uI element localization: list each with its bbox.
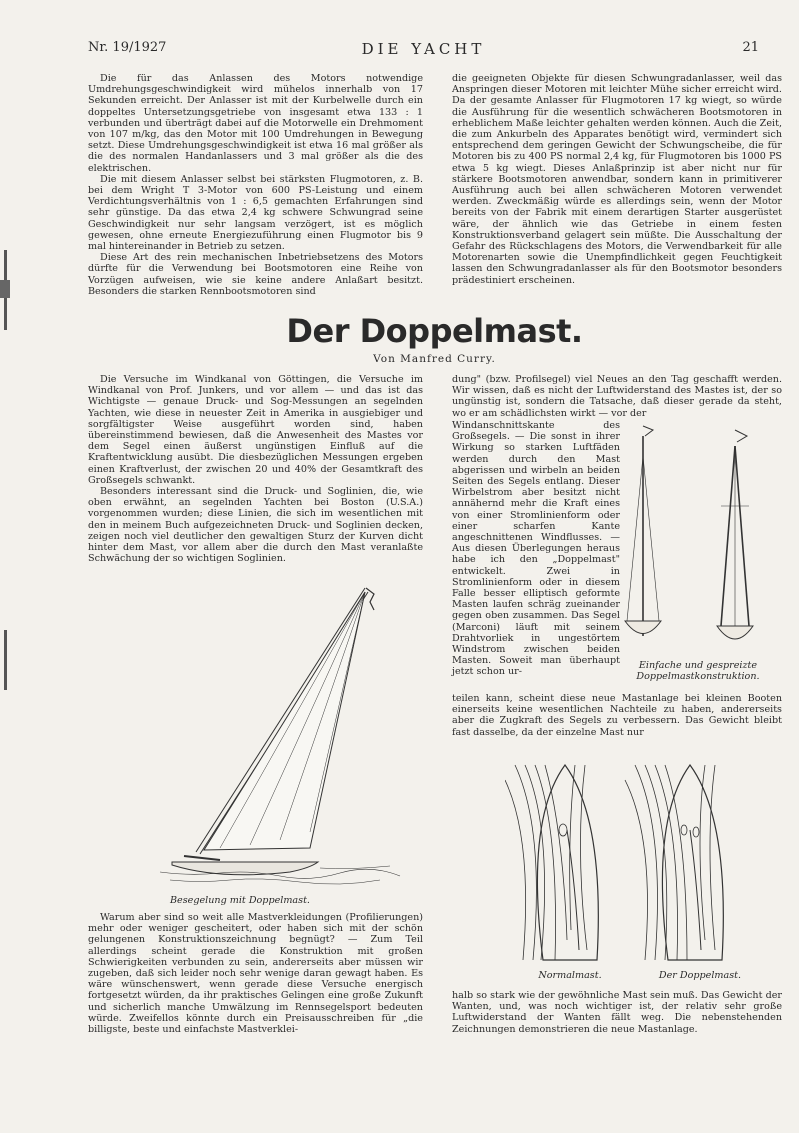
- page-number: 21: [742, 40, 759, 55]
- double-mast-left: [681, 825, 687, 835]
- airflow-illustration: [505, 760, 755, 965]
- hull-shape: [172, 862, 318, 875]
- mast-caption: Einfache und gespreizte Doppelmastkonstruktion.: [636, 660, 760, 682]
- normal-mast-caption: Normalmast.: [538, 970, 602, 981]
- prev-article-left-column: [88, 73, 423, 297]
- article-right-bottom: [452, 990, 782, 1035]
- article-byline: Von Manfred Curry.: [373, 353, 496, 365]
- prev-article-right-column: [452, 73, 782, 286]
- double-mast-right: [735, 446, 749, 626]
- normal-mast: [559, 824, 567, 836]
- paragraph: halb so stark wie der gewöhnliche Mast sein muß. Das Gewicht der Wanten, und, was noch wichtiger ist, der relativ sehr große Luftwiderstand der Wanten fällt weg. Die nebenstehenden Zeichnungen demonstrieren die neue Mastanlage.: [452, 990, 782, 1035]
- binding-mark-icon: [0, 630, 14, 690]
- paragraph: teilen kann, scheint diese neue Mastanlage bei kleinen Booten einerseits keine wesentlichen Nachteile zu haben, andererseits aber die Zugkraft des Segels zu verbessern. Das Gewicht bleibt fast dasselbe, da der einzelne Mast nur: [452, 693, 782, 738]
- sail-shape: [204, 592, 365, 850]
- article-right-continue: [452, 693, 782, 738]
- sailboat-illustration: [160, 570, 410, 890]
- paragraph: Die für das Anlassen des Motors notwendige Umdrehungsgeschwindigkeit wird mühelos innerhalb von 17 Sekunden erreicht. Der Anlasser ist mit der Kurbelwelle durch ein doppeltes Untersetzungsgetriebe von insgesamt etwa 133 : 1 verbunden und überträgt dabei auf die Motorwelle ein Drehmoment von 107 m/kg, das den Motor mit 100 Umdrehungen in Bewegung setzt. Diese Umdrehungsgeschwindigkeit ist etwa 16 mal größer als die des normalen Handanlassers und 3 mal größer als die des elektrischen.: [88, 73, 423, 174]
- flag-shape: [735, 430, 747, 442]
- normal-hull-outline: [537, 765, 598, 960]
- paragraph: die geeigneten Objekte für diesen Schwungradanlasser, weil das Anspringen dieser Motoren mit leichter Mühe sicher erreicht wird. Da der gesamte Anlasser für Flugmotoren 17 kg wiegt, so würde die Ausführung für die wesentlich schwächeren Bootsmotoren in erheblichem Maße leichter gehalten werden können. Auch die Zeit, die zum Ankurbeln des Apparates benötigt wird, vermindert sich entsprechend dem geringen Gewicht der Schwungscheibe, die für Motoren bis zu 400 PS normal 2,4 kg, für Flugmotoren bis 1000 PS etwa 5 kg wiegt. Dieses Anlaßprinzip ist aber nicht nur für stärkere Bootsmotoren anwendbar, sondern kann in primitiverer Ausführung auch bei allen schwächeren Motoren verwendet werden. Zweckmäßig würde es allerdings sein, wenn der Motor bereits von der Fabrik mit einem derartigen Starter ausgerüstet wäre, der ähnlich wie das Getriebe in einem festen Konstruktionsverband gelagert sein müßte. Die Ausschaltung der Gefahr des Rückschlagens des Motors, die Verwendbarkeit für alle Motorenarten sowie die Unempfindlichkeit gegen Feuchtigkeit lassen den Schwungradanlasser als für den Bootsmotor besonders prädestiniert erscheinen.: [452, 73, 782, 286]
- double-mast-caption: Der Doppelmast.: [658, 970, 742, 981]
- flag-shape: [366, 588, 374, 610]
- article-title: Der Doppelmast.: [286, 312, 583, 350]
- paragraph: Diese Art des rein mechanischen Inbetriebsetzens des Motors dürfte für die Verwendung bei Bootsmotoren eine Reihe von Vorzügen aufweisen, wie sie keine andere Anlaßart besitzt. Besonders die starken Rennbootsmotoren sind: [88, 252, 423, 297]
- issue-number: Nr. 19/1927: [88, 40, 167, 55]
- double-hull-outline: [662, 765, 723, 960]
- binding-mark-icon: [0, 250, 14, 330]
- double-mast-right: [693, 827, 699, 837]
- paragraph: Die mit diesem Anlasser selbst bei stärksten Flugmotoren, z. B. bei dem Wright T 3-Motor von 600 PS-Leistung und einem Verdichtungsverhältnis von 1 : 6,5 gemachten Erfahrungen sind sehr günstige. Da das etwa 2,4 kg schwere Schwungrad seine Geschwindigkeit nur sehr langsam verzögert, ist es möglich gewesen, ohne erneute Energiezuführung einen Flugmotor bis 9 mal hintereinander in Betrieb zu setzen.: [88, 173, 423, 253]
- magazine-title: DIE YACHT: [361, 40, 486, 58]
- paragraph: Warum aber sind so weit alle Mastverkleidungen (Profilierungen) mehr oder weniger gescheitert, oder haben sich mit der schön gelungenen Konstruktionszeichnung begnügt? — Zum Teil allerdings scheint gerade die Konstruktion mit großen Schwierigkeiten verbunden zu sein, andererseits aber müssen wir zugeben, daß sich leider noch sehr wenige daran gewagt haben. Es wäre wünschenswert, wenn gerade diese Versuche energisch fortgesetzt würden, da ihr praktisches Gelingen eine große Zukunft und sicherlich manche Umwälzung im Rennsegelsport bedeuten würde. Zweifellos könnte durch ein Preisausschreiben für „die billigste, beste und einfachste Mastverklei-: [88, 912, 423, 1036]
- paragraph: Die Versuche im Windkanal von Göttingen, die Versuche im Windkanal von Prof. Junkers, und vor allem — und das ist das Wichtigste — genaue Druck- und Sog-Messungen an segelnden Yachten, wie diese in neuester Zeit in Amerika in ausgiebiger und sorgfältigster Weise ausgeführt worden sind, haben übereinstimmend bewiesen, daß die Anwesenheit des Mastes vor dem Segel einen äußerst ungünstigen Einfluß auf die Kraftentwicklung ausübt. Die diesbezüglichen Messungen ergeben einen Kraftverlust, der zwischen 20 und 40% der Gesamtkraft des Großsegels schwankt.: [88, 374, 423, 486]
- double-mast-left: [721, 446, 735, 626]
- article-right-narrow: [452, 420, 620, 678]
- page-header: [88, 40, 759, 60]
- flag-shape: [643, 426, 653, 436]
- sailboat-caption: Besegelung mit Doppelmast.: [170, 895, 310, 906]
- mast-construction-illustration: [615, 416, 785, 656]
- paragraph: Windanschnittskante des Großsegels. — Die sonst in ihrer Wirkung so starken Luftfäden werden durch den Mast abgerissen und wirbeln an beiden Seiten des Segels entlang. Dieser Wirbelstrom aber besitzt nicht annähernd mehr die Kraft eines von einer Stromlinienform oder einer scharfen Kante angeschnittenen Windflusses. — Aus diesen Überlegungen heraus habe ich den „Doppelmast" entwickelt. Zwei in Stromlinienform oder in diesem Falle besser elliptisch geformte Masten laufen schräg zueinander gegen oben zusammen. Das Segel (Marconi) läuft mit seinem Drahtvorliek in ungestörtem Windstrom zwischen beiden Masten. Soweit man überhaupt jetzt schon ur-: [452, 420, 620, 678]
- article-right-top: [452, 374, 782, 419]
- hull-shape: [625, 621, 661, 634]
- hull-shape: [717, 626, 753, 639]
- paragraph: dung" (bzw. Profilsegel) viel Neues an den Tag geschafft werden. Wir wissen, daß es nicht der Luftwiderstand des Mastes ist, der so ungünstig ist, sondern die Tatsache, daß dieser gerade da steht, wo er am schädlichsten wirkt — vor der: [452, 374, 782, 419]
- article-left-bottom: [88, 912, 423, 1035]
- article-left-column: [88, 374, 423, 564]
- paragraph: Besonders interessant sind die Druck- und Soglinien, die, wie oben erwähnt, an segelnden Yachten bei Boston (U.S.A.) vorgenommen wurden; diese Linien, die sich im wesentlichen mit den in meinem Buch aufgezeichneten Druck- und Soglinien decken, zeigen noch viel deutlicher den gewaltigen Sturz der Kurven dicht hinter dem Mast, vor allem aber die durch den Mast veranlaßte Schwächung der so wichtigen Soglinien.: [88, 486, 423, 565]
